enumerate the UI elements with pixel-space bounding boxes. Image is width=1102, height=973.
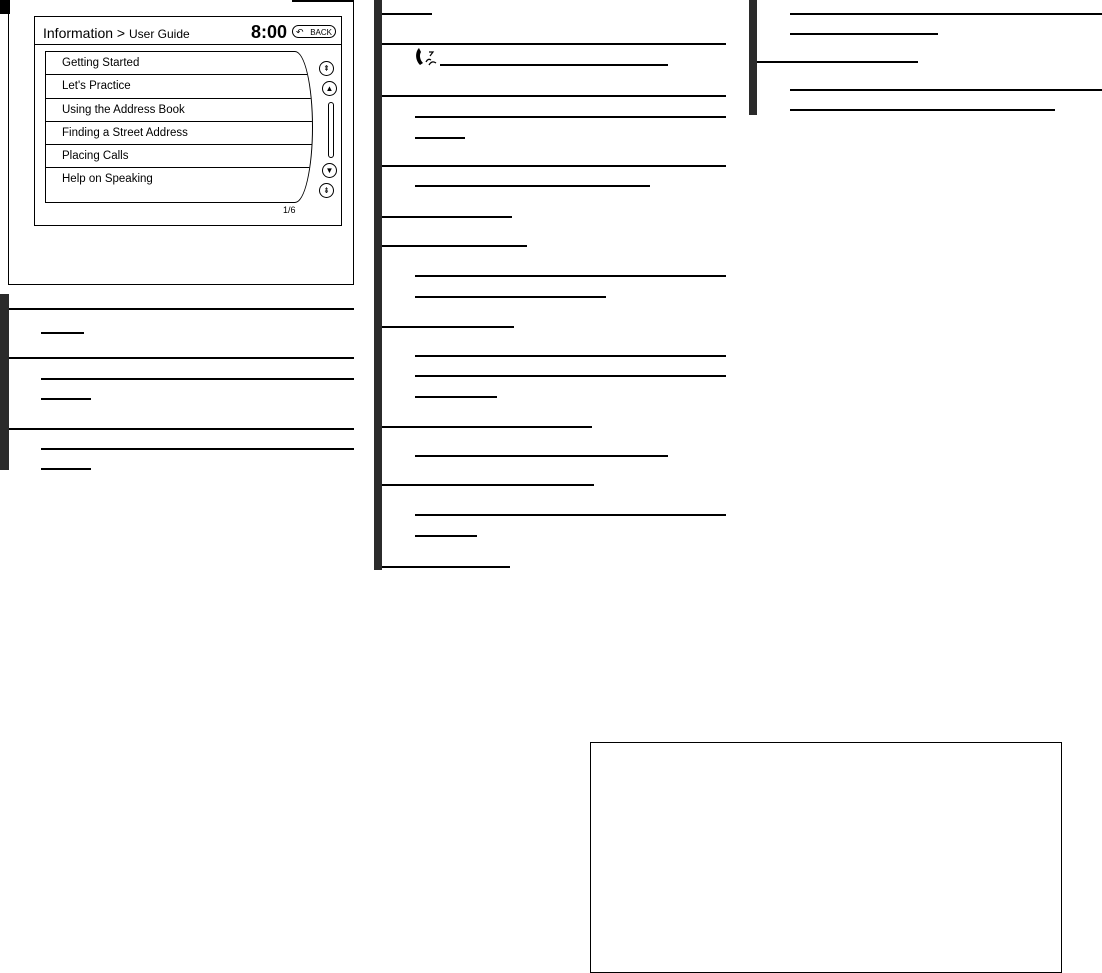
menu-item-placing-calls[interactable]: Placing Calls xyxy=(46,145,312,168)
text-line xyxy=(382,566,510,568)
text-line xyxy=(440,64,668,66)
heading-rule xyxy=(382,95,726,97)
text-line xyxy=(415,185,650,187)
text-line xyxy=(415,296,606,298)
text-line xyxy=(41,448,354,450)
text-line xyxy=(382,245,527,247)
menu-item-lets-practice[interactable]: Let's Practice xyxy=(46,75,312,98)
text-line xyxy=(790,89,1102,91)
text-line xyxy=(790,109,1055,111)
heading-rule xyxy=(9,428,354,430)
text-line xyxy=(415,535,477,537)
text-line xyxy=(382,216,512,218)
text-line xyxy=(415,275,726,277)
text-line xyxy=(415,355,726,357)
menu-item-help-speaking[interactable]: Help on Speaking xyxy=(62,173,153,186)
text-line xyxy=(382,426,592,428)
text-line xyxy=(415,455,668,457)
heading-rule xyxy=(757,61,918,63)
text-line xyxy=(41,398,91,400)
text-line xyxy=(382,326,514,328)
text-line xyxy=(382,13,432,15)
breadcrumb xyxy=(43,25,190,41)
breadcrumb-main: Information > xyxy=(43,25,126,41)
text-line xyxy=(41,378,354,380)
user-guide-menu xyxy=(45,51,313,203)
section-bar-right xyxy=(749,0,757,115)
text-line xyxy=(415,116,726,118)
empty-note-box xyxy=(590,742,1062,973)
page-indicator: 1/6 xyxy=(283,205,296,215)
heading-rule xyxy=(9,308,354,310)
up-arrow-icon[interactable]: ▲ xyxy=(322,81,337,96)
text-line xyxy=(790,13,1102,15)
text-line xyxy=(415,375,726,377)
menu-item-address-book[interactable]: Using the Address Book xyxy=(46,99,312,122)
scrollbar-track[interactable] xyxy=(328,102,334,158)
text-line xyxy=(382,484,594,486)
text-line xyxy=(415,514,726,516)
heading-rule xyxy=(382,165,726,167)
heading-rule xyxy=(382,43,726,45)
back-button[interactable] xyxy=(292,25,336,38)
text-line xyxy=(790,33,938,35)
text-line xyxy=(415,137,465,139)
section-bar-left xyxy=(0,294,9,470)
text-line xyxy=(41,468,91,470)
text-line xyxy=(415,396,497,398)
figure-frame xyxy=(8,0,354,285)
back-arrow-icon: ↶ xyxy=(296,27,304,37)
double-up-arrow-icon[interactable]: ⇞ xyxy=(319,61,334,76)
menu-item-getting-started[interactable]: Getting Started xyxy=(46,52,312,75)
user-guide-screen xyxy=(34,16,342,226)
text-line xyxy=(41,332,84,334)
phone-voice-icon xyxy=(413,46,439,68)
back-label: BACK xyxy=(310,28,332,37)
down-arrow-icon[interactable]: ▼ xyxy=(322,163,337,178)
header-divider xyxy=(35,44,341,45)
heading-rule xyxy=(9,357,354,359)
clock: 8:00 xyxy=(251,22,288,42)
menu-item-street-address[interactable]: Finding a Street Address xyxy=(46,122,312,145)
double-down-arrow-icon[interactable]: ⇟ xyxy=(319,183,334,198)
breadcrumb-sub: User Guide xyxy=(129,27,190,41)
section-bar-middle xyxy=(374,0,382,570)
